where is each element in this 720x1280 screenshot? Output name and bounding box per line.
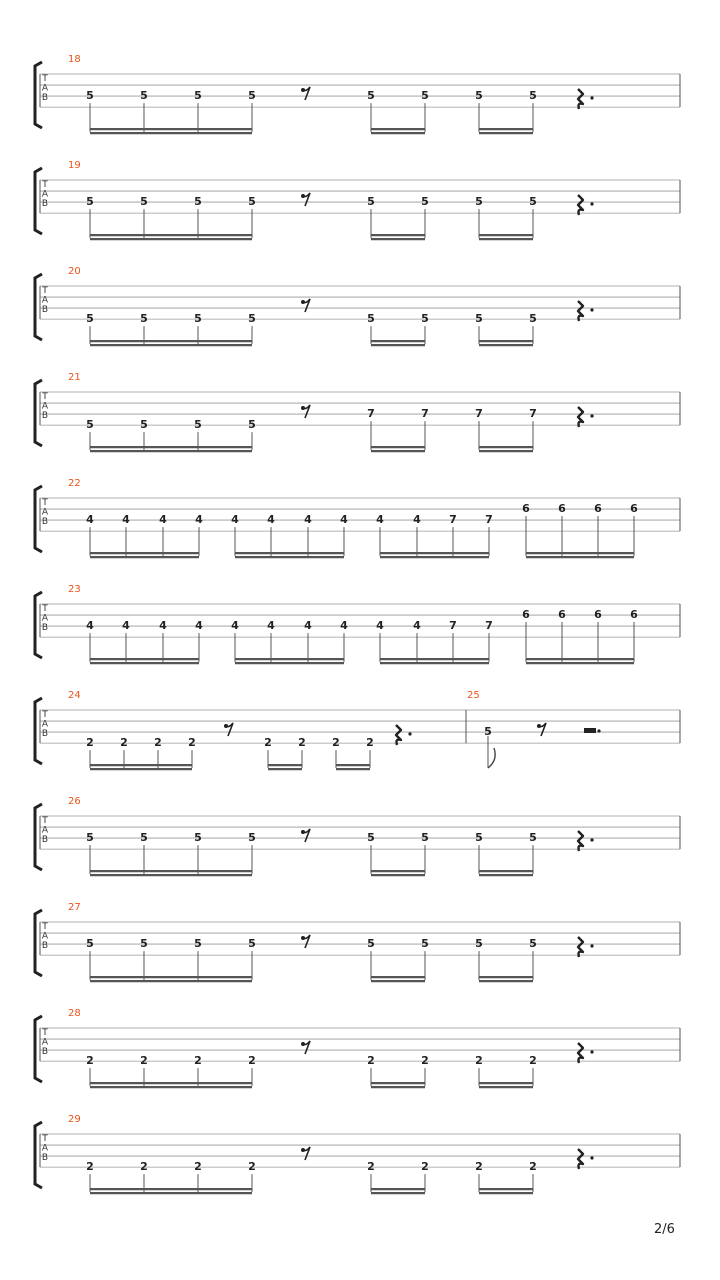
fret-number: 5: [367, 831, 375, 845]
fret-number: 2: [86, 1054, 94, 1068]
fret-number: 2: [140, 1054, 148, 1068]
fret-number: 5: [140, 831, 148, 845]
tab-clef-letter: B: [41, 199, 49, 209]
fret-number: 2: [475, 1054, 483, 1068]
fret-number: 5: [140, 89, 148, 103]
fret-number: 5: [475, 312, 483, 326]
fret-number: 5: [248, 418, 256, 432]
staff-system-23: [35, 584, 680, 663]
dotted-quarter-rest: [578, 89, 583, 109]
fret-number: 5: [86, 89, 94, 103]
fret-number: 2: [140, 1160, 148, 1174]
tab-clef-letter: B: [41, 729, 49, 739]
fret-number: 2: [264, 736, 272, 750]
staff-system-24: [35, 690, 680, 769]
fret-number: 4: [376, 513, 384, 527]
tab-clef-letter: B: [41, 517, 49, 527]
measure-number: 26: [68, 796, 81, 807]
dotted-quarter-rest: [578, 195, 583, 215]
fret-number: 2: [86, 736, 94, 750]
tab-clef-letter: T: [42, 922, 48, 932]
dotted-quarter-rest: [578, 831, 583, 851]
fret-number: 5: [248, 195, 256, 209]
dotted-quarter-rest-dot: [590, 1050, 593, 1053]
fret-number: 2: [188, 736, 196, 750]
fret-number: 5: [86, 831, 94, 845]
fret-number: 5: [248, 89, 256, 103]
fret-number: 4: [86, 619, 94, 633]
fret-number: 7: [449, 619, 457, 633]
tab-clef-letter: A: [41, 825, 49, 836]
fret-number: 4: [86, 513, 94, 527]
fret-number: 5: [475, 937, 483, 951]
fret-number: 5: [194, 195, 202, 209]
fret-number: 5: [194, 312, 202, 326]
fret-number: 4: [122, 619, 130, 633]
note-flag: [488, 748, 495, 768]
fret-number: 5: [248, 937, 256, 951]
fret-number: 4: [122, 513, 130, 527]
eighth-rest-dot: [301, 936, 305, 940]
measure-number: 27: [68, 902, 81, 913]
fret-number: 2: [366, 736, 374, 750]
fret-number: 2: [248, 1054, 256, 1068]
fret-number: 4: [195, 513, 203, 527]
tab-clef-letter: B: [41, 411, 49, 421]
tab-clef-letter: A: [41, 189, 49, 200]
eighth-rest-dot: [301, 1148, 305, 1152]
fret-number: 5: [475, 831, 483, 845]
fret-number: 5: [194, 937, 202, 951]
dotted-quarter-rest: [578, 407, 583, 427]
fret-number: 4: [376, 619, 384, 633]
fret-number: 2: [421, 1160, 429, 1174]
tab-clef-letter: A: [41, 295, 49, 306]
fret-number: 5: [421, 312, 429, 326]
tab-clef-letter: B: [41, 835, 49, 845]
fret-number: 4: [304, 619, 312, 633]
dotted-quarter-rest-dot: [590, 308, 593, 311]
dotted-quarter-rest-dot: [590, 944, 593, 947]
fret-number: 5: [529, 195, 537, 209]
fret-number: 7: [475, 407, 483, 421]
tab-clef-letter: T: [42, 180, 48, 190]
fret-number: 2: [529, 1160, 537, 1174]
dotted-quarter-rest: [578, 1149, 583, 1169]
tab-clef-letter: T: [42, 1028, 48, 1038]
measure-number: 20: [68, 266, 81, 277]
fret-number: 7: [449, 513, 457, 527]
fret-number: 2: [248, 1160, 256, 1174]
fret-number: 5: [140, 312, 148, 326]
tab-clef-letter: T: [42, 816, 48, 826]
dotted-quarter-rest-dot: [590, 1156, 593, 1159]
eighth-rest-dot: [224, 724, 228, 728]
measure-number: 23: [68, 584, 81, 595]
fret-number: 2: [367, 1054, 375, 1068]
fret-number: 4: [304, 513, 312, 527]
tab-clef-letter: T: [42, 392, 48, 402]
dotted-quarter-rest: [578, 937, 583, 957]
tab-clef-letter: B: [41, 1153, 49, 1163]
fret-number: 5: [367, 312, 375, 326]
fret-number: 5: [194, 418, 202, 432]
fret-number: 5: [194, 831, 202, 845]
tab-clef-letter: A: [41, 1037, 49, 1048]
tab-clef-letter: B: [41, 623, 49, 633]
tab-clef-letter: B: [41, 93, 49, 103]
tab-clef-letter: A: [41, 931, 49, 942]
tab-clef-letter: A: [41, 1143, 49, 1154]
fret-number: 5: [529, 89, 537, 103]
fret-number: 6: [522, 502, 530, 516]
measure-number: 24: [68, 690, 81, 701]
eighth-rest-dot: [537, 724, 541, 728]
fret-number: 6: [558, 502, 566, 516]
staff-system-22: [35, 478, 680, 557]
dotted-quarter-rest-dot: [590, 838, 593, 841]
fret-number: 2: [86, 1160, 94, 1174]
fret-number: 4: [267, 619, 275, 633]
measure-number: 29: [68, 1114, 81, 1125]
fret-number: 5: [86, 418, 94, 432]
tab-clef-letter: B: [41, 1047, 49, 1057]
fret-number: 5: [140, 937, 148, 951]
fret-number: 5: [529, 937, 537, 951]
fret-number: 5: [367, 89, 375, 103]
eighth-rest-dot: [301, 194, 305, 198]
eighth-rest-dot: [301, 88, 305, 92]
fret-number: 5: [140, 195, 148, 209]
fret-number: 6: [630, 608, 638, 622]
dotted-quarter-rest-dot: [590, 202, 593, 205]
fret-number: 7: [485, 513, 493, 527]
fret-number: 5: [475, 195, 483, 209]
tab-clef-letter: T: [42, 74, 48, 84]
fret-number: 5: [421, 195, 429, 209]
fret-number: 4: [195, 619, 203, 633]
fret-number: 4: [231, 619, 239, 633]
eighth-rest-dot: [301, 300, 305, 304]
fret-number: 4: [413, 513, 421, 527]
fret-number: 7: [529, 407, 537, 421]
fret-number: 6: [594, 608, 602, 622]
tab-clef-letter: A: [41, 719, 49, 730]
fret-number: 6: [594, 502, 602, 516]
fret-number: 4: [231, 513, 239, 527]
dotted-quarter-rest-dot: [590, 414, 593, 417]
eighth-rest-dot: [301, 830, 305, 834]
fret-number: 5: [194, 89, 202, 103]
measure-number: 21: [68, 372, 81, 383]
fret-number: 5: [367, 195, 375, 209]
measure-number: 22: [68, 478, 81, 489]
page-number: 2/6: [654, 1222, 675, 1237]
fret-number: 4: [340, 619, 348, 633]
fret-number: 5: [421, 937, 429, 951]
dotted-quarter-rest-dot: [590, 96, 593, 99]
tab-clef-letter: T: [42, 286, 48, 296]
fret-number: 6: [558, 608, 566, 622]
fret-number: 2: [120, 736, 128, 750]
tab-clef-letter: T: [42, 1134, 48, 1144]
tab-clef-letter: T: [42, 710, 48, 720]
fret-number: 6: [630, 502, 638, 516]
fret-number: 2: [194, 1160, 202, 1174]
tab-clef-letter: A: [41, 507, 49, 518]
measure-number: 18: [68, 54, 81, 65]
dotted-quarter-rest-dot: [408, 732, 411, 735]
fret-number: 6: [522, 608, 530, 622]
fret-number: 4: [159, 513, 167, 527]
fret-number: 5: [484, 725, 492, 739]
fret-number: 5: [475, 89, 483, 103]
fret-number: 5: [248, 312, 256, 326]
fret-number: 5: [86, 195, 94, 209]
fret-number: 2: [298, 736, 306, 750]
fret-number: 7: [421, 407, 429, 421]
fret-number: 7: [485, 619, 493, 633]
measure-number: 25: [467, 690, 480, 701]
dotted-quarter-rest: [578, 301, 583, 321]
tab-clef-letter: A: [41, 613, 49, 624]
dotted-quarter-rest: [396, 725, 401, 745]
fret-number: 4: [413, 619, 421, 633]
tab-clef-letter: A: [41, 401, 49, 412]
fret-number: 2: [332, 736, 340, 750]
fret-number: 5: [248, 831, 256, 845]
measure-number: 19: [68, 160, 81, 171]
fret-number: 2: [367, 1160, 375, 1174]
fret-number: 5: [367, 937, 375, 951]
measure-number: 28: [68, 1008, 81, 1019]
fret-number: 2: [194, 1054, 202, 1068]
eighth-rest-dot: [301, 1042, 305, 1046]
fret-number: 5: [140, 418, 148, 432]
half-rest: [584, 728, 596, 733]
fret-number: 5: [529, 312, 537, 326]
fret-number: 7: [367, 407, 375, 421]
fret-number: 2: [475, 1160, 483, 1174]
tab-clef-letter: T: [42, 498, 48, 508]
eighth-rest-dot: [301, 406, 305, 410]
half-rest-dot: [597, 729, 600, 732]
fret-number: 5: [421, 89, 429, 103]
fret-number: 5: [86, 312, 94, 326]
fret-number: 4: [340, 513, 348, 527]
fret-number: 5: [421, 831, 429, 845]
tab-clef-letter: T: [42, 604, 48, 614]
tab-clef-letter: B: [41, 941, 49, 951]
tab-clef-letter: B: [41, 305, 49, 315]
fret-number: 4: [267, 513, 275, 527]
tab-clef-letter: A: [41, 83, 49, 94]
fret-number: 5: [86, 937, 94, 951]
fret-number: 2: [154, 736, 162, 750]
dotted-quarter-rest: [578, 1043, 583, 1063]
fret-number: 2: [529, 1054, 537, 1068]
fret-number: 2: [421, 1054, 429, 1068]
fret-number: 5: [529, 831, 537, 845]
fret-number: 4: [159, 619, 167, 633]
